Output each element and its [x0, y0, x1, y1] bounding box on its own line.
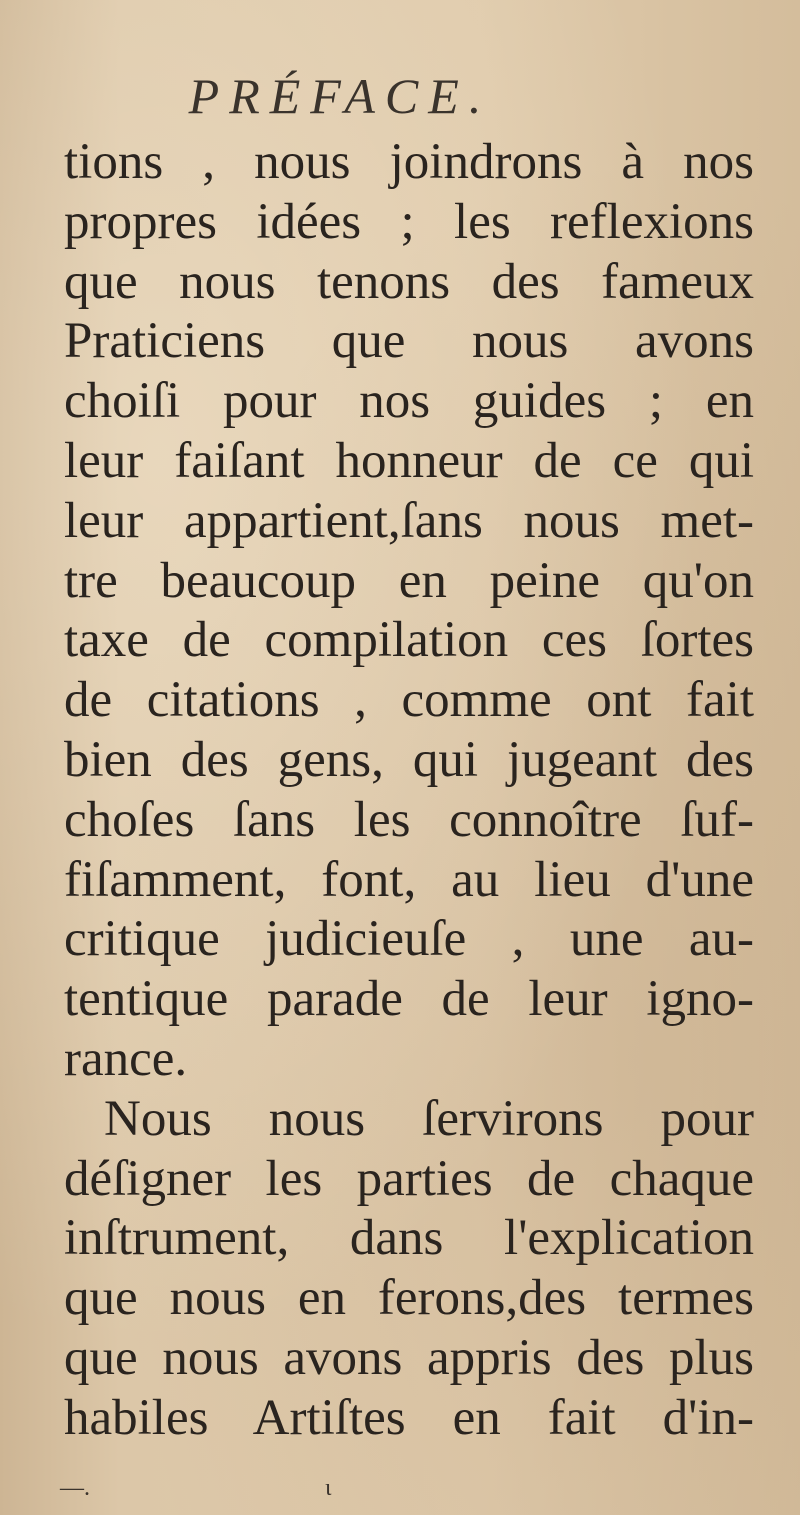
text-line: tentique parade de leur igno-	[64, 971, 754, 1028]
text-line: leur faiſant honneur de ce qui	[64, 432, 754, 489]
text-line: leur appartient,ſans nous met-	[64, 492, 754, 549]
paragraph-start-line: Nous nous ſervirons pour	[104, 1090, 754, 1147]
text-line: choſes ſans les connoître ſuf-	[64, 791, 754, 848]
text-line: propres idées ; les reflexions	[64, 193, 754, 250]
text-line: tions , nous joindrons à nos	[64, 134, 754, 190]
text-line: que nous avons appris des plus	[64, 1329, 754, 1386]
text-line: que nous tenons des fameux	[64, 253, 754, 310]
text-line: critique judicieuſe , une au-	[64, 911, 754, 968]
text-line: bien des gens, qui jugeant des	[64, 731, 754, 788]
text-line: Praticiens que nous avons	[64, 313, 754, 370]
running-head: PRÉFACE.	[188, 68, 492, 124]
text-line: inſtrument, dans l'explication	[64, 1210, 754, 1267]
text-line: que nous en ferons,des termes	[64, 1270, 754, 1327]
paragraph-end-line: rance.	[64, 1030, 188, 1087]
text-line: habiles Artiſtes en fait d'in-	[64, 1389, 754, 1446]
footer-mark: —.	[60, 1475, 90, 1501]
text-line: fiſamment, font, au lieu d'une	[64, 851, 754, 908]
text-line: choiſi pour nos guides ; en	[64, 373, 754, 430]
text-line: tre beaucoup en peine qu'on	[64, 552, 754, 609]
body-text	[64, 133, 754, 1449]
text-line: déſigner les parties de chaque	[64, 1150, 754, 1207]
text-line: de citations , comme ont fait	[64, 672, 754, 729]
footer-mark: ι	[325, 1475, 332, 1501]
text-line: taxe de compilation ces ſortes	[64, 612, 754, 669]
